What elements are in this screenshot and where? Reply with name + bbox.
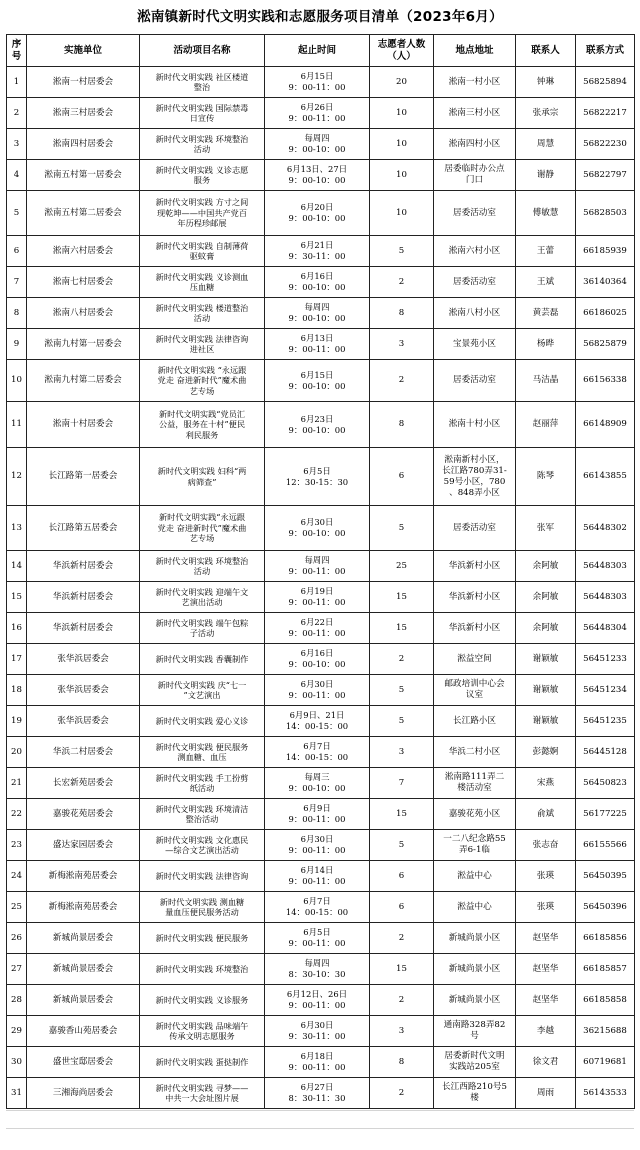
table-body <box>7 67 635 1109</box>
cell-phone: 60719681 <box>576 1047 635 1078</box>
cell-location: 宝景苑小区 <box>434 329 516 360</box>
cell-volunteers: 6 <box>370 861 434 892</box>
cell-activity: 新时代文明实践 庆“七一 ”文艺演出 <box>140 675 265 706</box>
table-row <box>7 98 635 129</box>
cell-phone: 56828503 <box>576 191 635 236</box>
cell-location: 居委活动室 <box>434 191 516 236</box>
cell-no: 8 <box>7 298 27 329</box>
cell-unit: 淞南九村第一居委会 <box>27 329 140 360</box>
cell-activity: 新时代文明实践 环境整治 活动 <box>140 129 265 160</box>
cell-no: 17 <box>7 644 27 675</box>
table-row <box>7 706 635 737</box>
cell-unit: 新梅淞南苑居委会 <box>27 892 140 923</box>
cell-activity: 新时代文明实践 端午包粽 子活动 <box>140 613 265 644</box>
cell-time: 6月19日 9：00-11：00 <box>265 582 370 613</box>
cell-time: 6月27日 8：30-11：30 <box>265 1078 370 1109</box>
table-row <box>7 551 635 582</box>
cell-volunteers: 5 <box>370 706 434 737</box>
cell-activity: 新时代文明实践 妇科“两 病筛查” <box>140 448 265 506</box>
cell-no: 5 <box>7 191 27 236</box>
cell-location: 通南路328弄82 号 <box>434 1016 516 1047</box>
cell-no: 30 <box>7 1047 27 1078</box>
cell-phone: 56450395 <box>576 861 635 892</box>
cell-time: 6月13日 9：00-11：00 <box>265 329 370 360</box>
project-table <box>6 34 635 1109</box>
cell-unit: 淞南五村第一居委会 <box>27 160 140 191</box>
cell-contact: 赵坚华 <box>516 923 576 954</box>
table-row <box>7 737 635 768</box>
cell-volunteers: 15 <box>370 954 434 985</box>
cell-location: 淞益中心 <box>434 892 516 923</box>
table-row <box>7 329 635 360</box>
cell-location: 淞南一村小区 <box>434 67 516 98</box>
cell-location: 居委活动室 <box>434 267 516 298</box>
cell-phone: 36215688 <box>576 1016 635 1047</box>
table-row <box>7 799 635 830</box>
cell-no: 18 <box>7 675 27 706</box>
header-cell-phone: 联系方式 <box>576 35 635 67</box>
cell-phone: 66155566 <box>576 830 635 861</box>
cell-no: 22 <box>7 799 27 830</box>
cell-location: 居委新时代文明 实践站205室 <box>434 1047 516 1078</box>
cell-activity: 新时代文明实践 方寸之间 现乾坤——中国共产党百 年历程珍邮展 <box>140 191 265 236</box>
cell-contact: 张瑛 <box>516 861 576 892</box>
cell-volunteers: 25 <box>370 551 434 582</box>
cell-volunteers: 2 <box>370 267 434 298</box>
cell-location: 居委临时办公点 门口 <box>434 160 516 191</box>
cell-time: 每周四 8：30-10：30 <box>265 954 370 985</box>
cell-time: 6月16日 9：00-10：00 <box>265 644 370 675</box>
cell-volunteers: 10 <box>370 129 434 160</box>
table-row <box>7 613 635 644</box>
table-row <box>7 985 635 1016</box>
cell-unit: 华浜新村居委会 <box>27 551 140 582</box>
cell-time: 6月5日 9：00-11：00 <box>265 923 370 954</box>
cell-activity: 新时代文明实践 手工扮剪 纸活动 <box>140 768 265 799</box>
cell-unit: 新城尚景居委会 <box>27 923 140 954</box>
cell-location: 一二八纪念路55 弄6-1临 <box>434 830 516 861</box>
cell-activity: 新时代文明实践“永远跟 党走 奋进新时代”魔术曲 艺专场 <box>140 506 265 551</box>
table-row <box>7 402 635 448</box>
cell-phone: 56143533 <box>576 1078 635 1109</box>
cell-no: 14 <box>7 551 27 582</box>
cell-no: 24 <box>7 861 27 892</box>
cell-unit: 嘉骏香山苑居委会 <box>27 1016 140 1047</box>
cell-location: 淞南八村小区 <box>434 298 516 329</box>
cell-phone: 56448302 <box>576 506 635 551</box>
cell-location: 长江西路210号5 楼 <box>434 1078 516 1109</box>
cell-contact: 赵丽萍 <box>516 402 576 448</box>
project-list-sheet <box>6 0 634 1109</box>
cell-location: 新城尚景小区 <box>434 923 516 954</box>
cell-no: 31 <box>7 1078 27 1109</box>
table-row <box>7 582 635 613</box>
cell-contact: 彭懿婀 <box>516 737 576 768</box>
cell-time: 6月14日 9：00-11：00 <box>265 861 370 892</box>
cell-location: 华浜新村小区 <box>434 582 516 613</box>
cell-no: 29 <box>7 1016 27 1047</box>
cell-time: 6月15日 9：00-11：00 <box>265 67 370 98</box>
cell-activity: 新时代文明实践“党员汇 公益，服务在十村”便民 利民服务 <box>140 402 265 448</box>
cell-no: 4 <box>7 160 27 191</box>
cell-contact: 钟琳 <box>516 67 576 98</box>
cell-time: 6月30日 9：30-11：00 <box>265 1016 370 1047</box>
cell-time: 每周四 9：00-11：00 <box>265 551 370 582</box>
table-row <box>7 675 635 706</box>
header-cell-contact: 联系人 <box>516 35 576 67</box>
cell-volunteers: 15 <box>370 613 434 644</box>
cell-unit: 淞南三村居委会 <box>27 98 140 129</box>
cell-time: 6月9日、21日 14：00-15：00 <box>265 706 370 737</box>
cell-location: 淞南路111弄二 楼活动室 <box>434 768 516 799</box>
cell-volunteers: 20 <box>370 67 434 98</box>
cell-unit: 张华浜居委会 <box>27 644 140 675</box>
cell-no: 27 <box>7 954 27 985</box>
cell-no: 26 <box>7 923 27 954</box>
cell-phone: 66186025 <box>576 298 635 329</box>
cell-phone: 56448304 <box>576 613 635 644</box>
cell-unit: 华浜二村居委会 <box>27 737 140 768</box>
cell-location: 淞南十村小区 <box>434 402 516 448</box>
header-cell-no: 序 号 <box>7 35 27 67</box>
cell-volunteers: 2 <box>370 985 434 1016</box>
cell-volunteers: 5 <box>370 830 434 861</box>
cell-activity: 新时代文明实践 寻梦—— 中共一大会址图片展 <box>140 1078 265 1109</box>
cell-no: 20 <box>7 737 27 768</box>
cell-time: 每周四 9：00-10：00 <box>265 298 370 329</box>
cell-no: 15 <box>7 582 27 613</box>
header-row <box>7 35 635 67</box>
cell-contact: 张瑛 <box>516 892 576 923</box>
cell-phone: 56445128 <box>576 737 635 768</box>
table-row <box>7 236 635 267</box>
cell-volunteers: 3 <box>370 329 434 360</box>
table-row <box>7 506 635 551</box>
cell-activity: 新时代文明实践 文化惠民 —综合文艺演出活动 <box>140 830 265 861</box>
cell-location: 淞南六村小区 <box>434 236 516 267</box>
cell-activity: 新时代文明实践 便民服务 测血糖、血压 <box>140 737 265 768</box>
cell-phone: 56451234 <box>576 675 635 706</box>
cell-contact: 赵坚华 <box>516 985 576 1016</box>
cell-location: 淞益空间 <box>434 644 516 675</box>
cell-unit: 淞南四村居委会 <box>27 129 140 160</box>
cell-no: 2 <box>7 98 27 129</box>
page-title: 淞南镇新时代文明实践和志愿服务项目清单（2023年6月） <box>137 9 503 25</box>
cell-activity: 新时代文明实践 义诊测血 压血糖 <box>140 267 265 298</box>
cell-phone: 66143855 <box>576 448 635 506</box>
cell-unit: 淞南十村居委会 <box>27 402 140 448</box>
cell-contact: 陈琴 <box>516 448 576 506</box>
cell-volunteers: 8 <box>370 1047 434 1078</box>
cell-phone: 56448303 <box>576 582 635 613</box>
cell-contact: 张志奋 <box>516 830 576 861</box>
cell-contact: 余阿敏 <box>516 582 576 613</box>
cell-time: 6月16日 9：00-10：00 <box>265 267 370 298</box>
cell-phone: 56822217 <box>576 98 635 129</box>
cell-unit: 长江路第五居委会 <box>27 506 140 551</box>
cell-time: 每周四 9：00-10：00 <box>265 129 370 160</box>
cell-activity: 新时代文明实践 义诊服务 <box>140 985 265 1016</box>
cell-location: 淞南三村小区 <box>434 98 516 129</box>
cell-phone: 56450396 <box>576 892 635 923</box>
cell-contact: 王斌 <box>516 267 576 298</box>
cell-contact: 徐文君 <box>516 1047 576 1078</box>
cell-time: 6月30日 9：00-11：00 <box>265 830 370 861</box>
cell-no: 25 <box>7 892 27 923</box>
cell-activity: 新时代文明实践 环境整治 活动 <box>140 551 265 582</box>
cell-volunteers: 10 <box>370 160 434 191</box>
cell-volunteers: 3 <box>370 1016 434 1047</box>
cell-volunteers: 7 <box>370 768 434 799</box>
cell-contact: 宋燕 <box>516 768 576 799</box>
cell-activity: 新时代文明实践 “永远跟 党走 奋进新时代”魔术曲 艺专场 <box>140 360 265 402</box>
cell-activity: 新时代文明实践 国际禁毒 日宣传 <box>140 98 265 129</box>
cell-no: 11 <box>7 402 27 448</box>
cell-location: 华浜新村小区 <box>434 551 516 582</box>
cell-activity: 新时代文明实践 香囊制作 <box>140 644 265 675</box>
cell-contact: 周慧 <box>516 129 576 160</box>
cell-time: 6月22日 9：00-11：00 <box>265 613 370 644</box>
cell-unit: 华浜新村居委会 <box>27 613 140 644</box>
cell-unit: 新城尚景居委会 <box>27 954 140 985</box>
cell-contact: 张军 <box>516 506 576 551</box>
cell-contact: 张承宗 <box>516 98 576 129</box>
table-row <box>7 298 635 329</box>
cell-phone: 66185857 <box>576 954 635 985</box>
cell-no: 1 <box>7 67 27 98</box>
cell-unit: 三湘海尚居委会 <box>27 1078 140 1109</box>
cell-volunteers: 5 <box>370 236 434 267</box>
cell-unit: 盛世宝邸居委会 <box>27 1047 140 1078</box>
cell-time: 6月5日 12：30-15：30 <box>265 448 370 506</box>
table-row <box>7 954 635 985</box>
cell-location: 邮政培训中心会 议室 <box>434 675 516 706</box>
cell-no: 6 <box>7 236 27 267</box>
cell-contact: 王蕾 <box>516 236 576 267</box>
cell-contact: 赵坚华 <box>516 954 576 985</box>
cell-phone: 56451235 <box>576 706 635 737</box>
cell-unit: 淞南八村居委会 <box>27 298 140 329</box>
table-row <box>7 830 635 861</box>
cell-no: 21 <box>7 768 27 799</box>
cell-contact: 谢静 <box>516 160 576 191</box>
cell-location: 华浜二村小区 <box>434 737 516 768</box>
cell-unit: 淞南一村居委会 <box>27 67 140 98</box>
cell-phone: 56825894 <box>576 67 635 98</box>
cell-volunteers: 6 <box>370 892 434 923</box>
cell-volunteers: 2 <box>370 1078 434 1109</box>
cell-location: 华浜新村小区 <box>434 613 516 644</box>
cell-phone: 56448303 <box>576 551 635 582</box>
cell-time: 6月30日 9：00-11：00 <box>265 675 370 706</box>
cell-unit: 新梅淞南苑居委会 <box>27 861 140 892</box>
cell-activity: 新时代文明实践 品味端午 传承文明志愿服务 <box>140 1016 265 1047</box>
cell-activity: 新时代文明实践 爱心义诊 <box>140 706 265 737</box>
cell-unit: 淞南九村第二居委会 <box>27 360 140 402</box>
cell-volunteers: 5 <box>370 675 434 706</box>
cell-contact: 谢颖敏 <box>516 644 576 675</box>
table-row <box>7 129 635 160</box>
table-row <box>7 644 635 675</box>
cell-activity: 新时代文明实践 环境清洁 整治活动 <box>140 799 265 830</box>
header-cell-volunteers: 志愿者人数 （人） <box>370 35 434 67</box>
table-row <box>7 191 635 236</box>
table-row <box>7 1078 635 1109</box>
cell-time: 6月23日 9：00-10：00 <box>265 402 370 448</box>
cell-contact: 黄芸磊 <box>516 298 576 329</box>
cell-unit: 华浜新村居委会 <box>27 582 140 613</box>
cell-location: 新城尚景小区 <box>434 985 516 1016</box>
cell-no: 12 <box>7 448 27 506</box>
cell-unit: 淞南五村第二居委会 <box>27 191 140 236</box>
cell-phone: 66148909 <box>576 402 635 448</box>
cell-volunteers: 3 <box>370 737 434 768</box>
cell-unit: 张华浜居委会 <box>27 675 140 706</box>
table-row <box>7 1047 635 1078</box>
cell-contact: 周雨 <box>516 1078 576 1109</box>
cell-activity: 新时代文明实践 测血糖 量血压便民服务活动 <box>140 892 265 923</box>
table-row <box>7 448 635 506</box>
cell-time: 6月21日 9：30-11：00 <box>265 236 370 267</box>
table-row <box>7 923 635 954</box>
cell-time: 6月9日 9：00-11：00 <box>265 799 370 830</box>
cell-time: 6月15日 9：00-10：00 <box>265 360 370 402</box>
cell-volunteers: 8 <box>370 402 434 448</box>
cell-phone: 66185858 <box>576 985 635 1016</box>
cell-activity: 新时代文明实践 环境整治 <box>140 954 265 985</box>
cell-location: 淞南四村小区 <box>434 129 516 160</box>
table-row <box>7 160 635 191</box>
table-row <box>7 861 635 892</box>
cell-volunteers: 2 <box>370 923 434 954</box>
cell-unit: 淞南七村居委会 <box>27 267 140 298</box>
cell-activity: 新时代文明实践 社区楼道 整治 <box>140 67 265 98</box>
cell-no: 9 <box>7 329 27 360</box>
table-row <box>7 1016 635 1047</box>
cell-unit: 新城尚景居委会 <box>27 985 140 1016</box>
cell-activity: 新时代文明实践 义诊志愿 服务 <box>140 160 265 191</box>
cell-activity: 新时代文明实践 自制薄荷 驱蚊膏 <box>140 236 265 267</box>
cell-volunteers: 2 <box>370 360 434 402</box>
cell-no: 13 <box>7 506 27 551</box>
cell-activity: 新时代文明实践 蛋挞制作 <box>140 1047 265 1078</box>
cell-unit: 长江路第一居委会 <box>27 448 140 506</box>
table-row <box>7 67 635 98</box>
table-row <box>7 267 635 298</box>
header-cell-unit: 实施单位 <box>27 35 140 67</box>
cell-activity: 新时代文明实践 楼道整治 活动 <box>140 298 265 329</box>
cell-activity: 新时代文明实践 迎端午文 艺演出活动 <box>140 582 265 613</box>
cell-no: 7 <box>7 267 27 298</box>
table-row <box>7 360 635 402</box>
cell-phone: 56825879 <box>576 329 635 360</box>
cell-location: 长江路小区 <box>434 706 516 737</box>
cell-no: 19 <box>7 706 27 737</box>
cell-volunteers: 10 <box>370 191 434 236</box>
cell-phone: 56451233 <box>576 644 635 675</box>
cell-volunteers: 15 <box>370 799 434 830</box>
cell-time: 6月12日、26日 9：00-11：00 <box>265 985 370 1016</box>
cell-phone: 56822230 <box>576 129 635 160</box>
cell-contact: 杨晔 <box>516 329 576 360</box>
cell-volunteers: 6 <box>370 448 434 506</box>
cell-volunteers: 8 <box>370 298 434 329</box>
cell-location: 淞南新村小区， 长江路780弄31- 59号小区，780 、848弄小区 <box>434 448 516 506</box>
cell-time: 每周三 9：00-10：00 <box>265 768 370 799</box>
cell-no: 23 <box>7 830 27 861</box>
cell-no: 16 <box>7 613 27 644</box>
cell-activity: 新时代文明实践 便民服务 <box>140 923 265 954</box>
cell-location: 新城尚景小区 <box>434 954 516 985</box>
cell-phone: 36140364 <box>576 267 635 298</box>
cell-time: 6月30日 9：00-10：00 <box>265 506 370 551</box>
blank-row-line <box>6 1128 634 1129</box>
cell-time: 6月13日、27日 9：00-10：00 <box>265 160 370 191</box>
cell-contact: 俞斌 <box>516 799 576 830</box>
cell-time: 6月7日 14：00-15：00 <box>265 892 370 923</box>
cell-phone: 56177225 <box>576 799 635 830</box>
cell-no: 3 <box>7 129 27 160</box>
cell-location: 嘉骏花苑小区 <box>434 799 516 830</box>
cell-contact: 谢颖敏 <box>516 675 576 706</box>
cell-contact: 傅敏慧 <box>516 191 576 236</box>
cell-unit: 嘉骏花苑居委会 <box>27 799 140 830</box>
cell-location: 淞益中心 <box>434 861 516 892</box>
cell-contact: 余阿敏 <box>516 551 576 582</box>
header-cell-location: 地点地址 <box>434 35 516 67</box>
cell-no: 10 <box>7 360 27 402</box>
cell-contact: 马洁晶 <box>516 360 576 402</box>
cell-contact: 谢颖敏 <box>516 706 576 737</box>
cell-phone: 66185856 <box>576 923 635 954</box>
cell-volunteers: 5 <box>370 506 434 551</box>
cell-unit: 长宏新苑居委会 <box>27 768 140 799</box>
blank-row-line <box>6 1110 634 1111</box>
header-cell-time: 起止时间 <box>265 35 370 67</box>
cell-no: 28 <box>7 985 27 1016</box>
cell-contact: 余阿敏 <box>516 613 576 644</box>
cell-time: 6月20日 9：00-10：00 <box>265 191 370 236</box>
table-row <box>7 892 635 923</box>
cell-unit: 淞南六村居委会 <box>27 236 140 267</box>
cell-volunteers: 2 <box>370 644 434 675</box>
cell-phone: 66185939 <box>576 236 635 267</box>
cell-unit: 张华浜居委会 <box>27 706 140 737</box>
cell-activity: 新时代文明实践 法律咨询 <box>140 861 265 892</box>
header-cell-activity: 活动项目名称 <box>140 35 265 67</box>
table-row <box>7 768 635 799</box>
cell-phone: 56822797 <box>576 160 635 191</box>
cell-time: 6月7日 14：00-15：00 <box>265 737 370 768</box>
cell-unit: 盛达家园居委会 <box>27 830 140 861</box>
cell-time: 6月18日 9：00-11：00 <box>265 1047 370 1078</box>
cell-location: 居委活动室 <box>434 506 516 551</box>
cell-contact: 李越 <box>516 1016 576 1047</box>
cell-phone: 66156338 <box>576 360 635 402</box>
cell-volunteers: 10 <box>370 98 434 129</box>
cell-activity: 新时代文明实践 法律咨询 进社区 <box>140 329 265 360</box>
cell-location: 居委活动室 <box>434 360 516 402</box>
cell-volunteers: 15 <box>370 582 434 613</box>
cell-phone: 56450823 <box>576 768 635 799</box>
cell-time: 6月26日 9：00-11：00 <box>265 98 370 129</box>
